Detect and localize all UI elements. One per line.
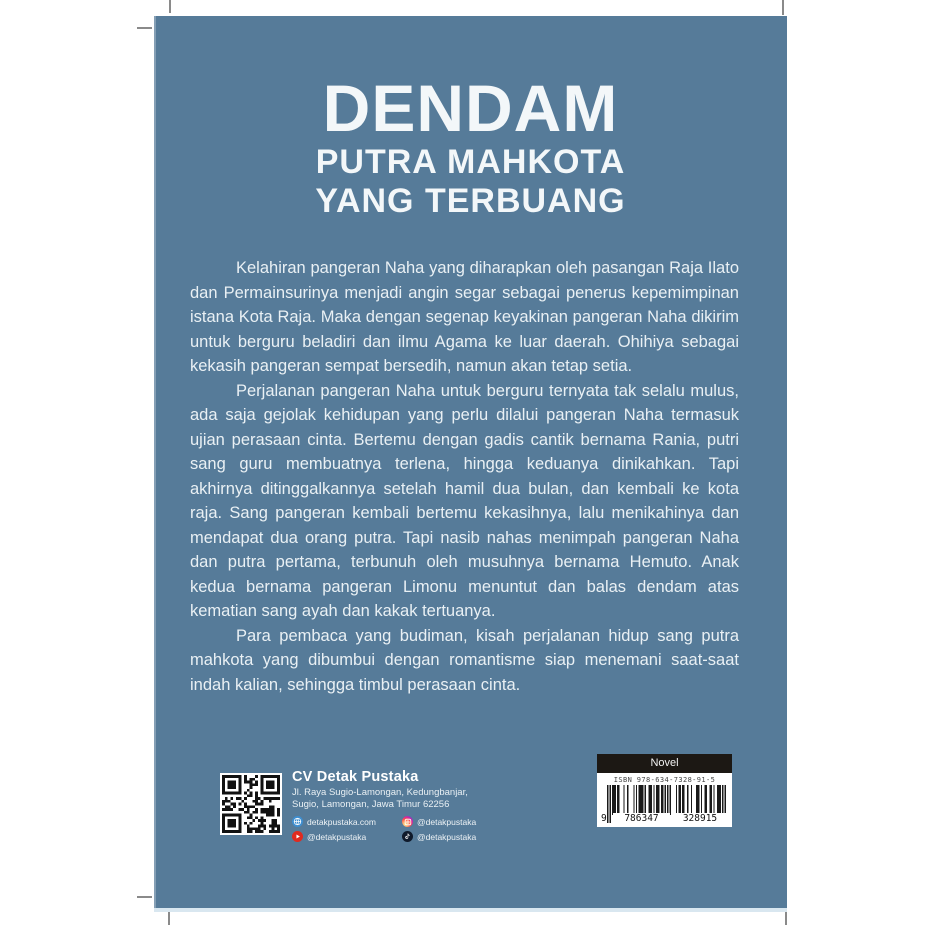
synopsis (190, 256, 739, 697)
website-label: detakpustaka.com (307, 816, 376, 827)
isbn-digits-right: 328915 (672, 813, 728, 824)
globe-icon (292, 816, 303, 827)
isbn-digits (601, 813, 728, 824)
instagram-icon (402, 816, 413, 827)
publisher-name: CV Detak Pustaka (292, 769, 419, 785)
cover-bottom-edge (154, 908, 787, 912)
synopsis-paragraph-3: Para pembaca yang budiman, kisah perjalanan hidup sang putra mahkota yang dibumbui dengan romantisme siap menemani saat-saat indah kalian, sehingga timbul perasaan cinta. (190, 626, 739, 694)
book-back-cover (154, 16, 787, 908)
book-title (154, 71, 787, 220)
tiktok-label: @detakpustaka (417, 831, 477, 842)
youtube-link (292, 831, 402, 842)
youtube-label: @detakpustaka (307, 831, 367, 842)
publisher-block (220, 769, 527, 842)
isbn-text: ISBN 978-634-7328-91-5 (613, 776, 716, 784)
barcode-body (597, 773, 732, 827)
qr-code (220, 773, 282, 835)
instagram-label: @detakpustaka (417, 816, 477, 827)
tiktok-link (402, 831, 512, 842)
synopsis-paragraph-1: Kelahiran pangeran Naha yang diharapkan oleh pasangan Raja Ilato dan Permainsurinya menjadi angin segar sebagai penerus kepemimpinan istana Kota Raja. Maka dengan segenap keyakinan pangeran Naha dikirim untuk berguru beladiri dan ilmu Agama ke luar daerah. Ohihiya sebagai kekasih pangeran sempat bersedih, namun akan tetap setia. (190, 259, 739, 375)
book-title-line1: DENDAM (322, 71, 619, 145)
publisher-address-line1: Jl. Raya Sugio-Lamongan, Kedungbanjar, (292, 787, 468, 798)
social-links (292, 816, 527, 842)
synopsis-paragraph-2: Perjalanan pangeran Naha untuk berguru ternyata tak selalu mulus, ada saja gejolak kehidupan yang perlu dilalui pangeran Naha termasuk ujian perasaan cinta. Bertemu dengan gadis cantik bernama Rania, putri sang guru membuatnya terlena, hingga keduanya dinikahkan. Tapi akhirnya ditinggalkannya setelah hamil dua bulan, dan kembali ke kota raja. Sang pangeran kembali bertemu kekasihnya, lalu menikahinya dan mendapat dua orang putra. Tapi nasib nahas menimpah pangeran Naha dan putra pertama, terbunuh oleh musuhnya bernama Hemuto. Anak kedua bernama pangeran Limonu menuntut dan balas dendam atas kematian sang ayah dan kakak tertuanya. (190, 381, 739, 620)
crop-mark (137, 27, 152, 29)
website-link (292, 816, 402, 827)
barcode-block (597, 754, 732, 827)
crop-mark (169, 0, 171, 13)
book-title-line3: YANG TERBUANG (315, 182, 626, 220)
category-label: Novel (597, 754, 732, 773)
isbn-digit-first: 9 (601, 813, 607, 824)
tiktok-icon (402, 831, 413, 842)
crop-mark (782, 0, 784, 15)
youtube-icon (292, 831, 303, 842)
publisher-info (292, 769, 527, 842)
instagram-link (402, 816, 512, 827)
crop-mark (137, 896, 152, 898)
publisher-address-line2: Sugio, Lamongan, Jawa Timur 62256 (292, 799, 450, 810)
isbn-digits-mid: 786347 (613, 813, 670, 824)
publisher-address (292, 787, 527, 811)
book-title-line2: PUTRA MAHKOTA (315, 143, 626, 181)
